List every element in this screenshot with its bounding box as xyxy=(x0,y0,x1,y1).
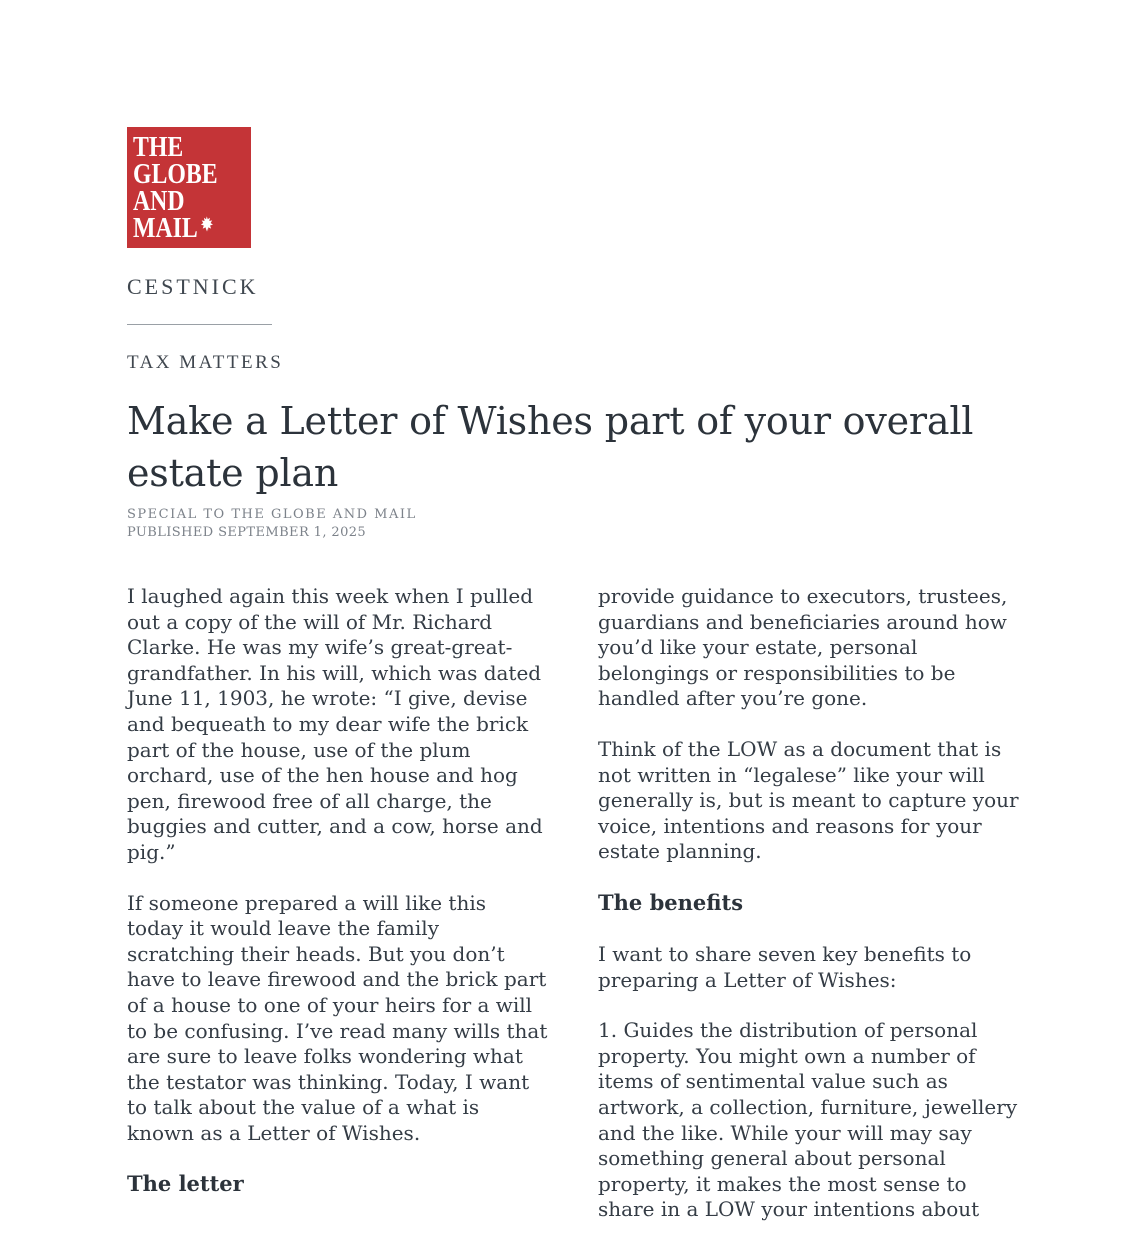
body-paragraph: provide guidance to executors, trustees, guardians and beneficiaries around how you’d like your estate, personal belongings or responsibilities to be handled after you’re gone. xyxy=(598,584,1008,711)
logo-line xyxy=(133,212,230,244)
maple-leaf-icon xyxy=(200,216,213,232)
article-byline: SPECIAL TO THE GLOBE AND MAIL xyxy=(127,507,417,522)
article-published-date: PUBLISHED SEPTEMBER 1, 2025 xyxy=(127,525,367,540)
body-paragraph: I want to share seven key benefits to preparing a Letter of Wishes: xyxy=(598,941,972,992)
globe-and-mail-logo[interactable] xyxy=(127,127,251,248)
section-label: TAX MATTERS xyxy=(127,352,284,373)
body-paragraph: Think of the LOW as a document that is not written in “legalese” like your will generally is, but is meant to capture your voice, intentions and reasons for your estate planning. xyxy=(598,736,1019,864)
column-author: CESTNICK xyxy=(127,274,259,299)
body-paragraph: I laughed again this week when I pulled out a copy of the will of Mr. Richard Clarke. He was my wife’s great-great-grandfather. In his will, which was dated June 11, 1903, he wrote: “I give, devise and bequeath to my dear wife the brick part of the house, use of the plum orchard, use of the hen house and hog pen, firewood free of all charge, the buggies and cutter, and a cow, horse and pig.” xyxy=(127,584,543,864)
logo-line-text: MAIL xyxy=(133,212,198,244)
logo-line: GLOBE xyxy=(133,158,218,190)
section-heading: The benefits xyxy=(598,889,744,915)
article-body xyxy=(127,584,1025,1248)
body-paragraph: 1. Guides the distribution of personal property. You might own a number of items of sentimental value such as artwork, a collection, furniture, jewellery and the like. While your will may say something general about personal property, it makes the most sense to share in a LOW your intentions about xyxy=(598,1018,1018,1222)
article-title: Make a Letter of Wishes part of your overall estate plan xyxy=(127,399,974,495)
divider-rule xyxy=(127,324,272,325)
logo-line: THE xyxy=(133,131,184,163)
logo-line: AND xyxy=(133,185,185,217)
section-heading: The letter xyxy=(127,1171,244,1197)
body-paragraph: If someone prepared a will like this today it would leave the family scratching their heads. But you don’t have to leave firewood and the brick part of a house to one of your heirs for a will to be confusing. I’ve read many wills that are sure to leave folks wondering what the testator was thinking. Today, I want to talk about the value of a what is known as a Letter of Wishes. xyxy=(127,890,548,1145)
column-left xyxy=(127,584,548,1223)
column-right xyxy=(598,584,1022,1248)
